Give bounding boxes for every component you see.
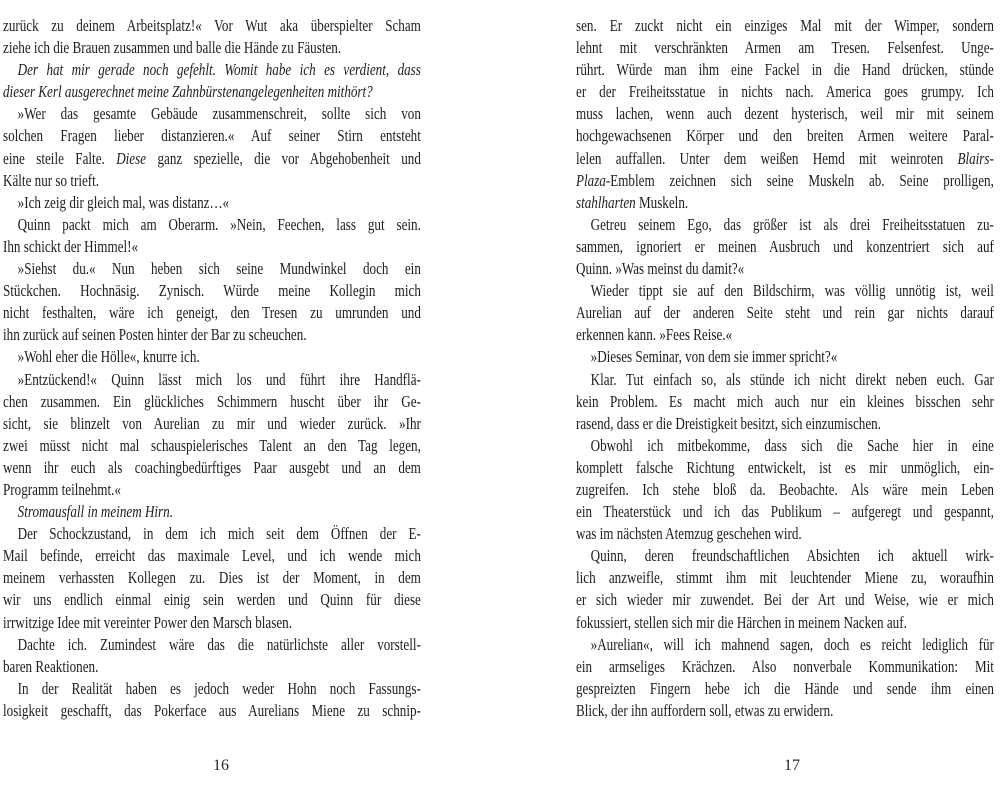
text-line (3, 700, 421, 722)
text-run: wenn ihr euch als coachingbedürftiges Paar ausgebt und an dem (3, 457, 421, 477)
text-line (3, 612, 421, 634)
text-line (3, 589, 421, 611)
text-line (3, 15, 421, 37)
text-run: Klar. Tut einfach so, als stünde ich nicht direkt neben euch. Gar (590, 369, 994, 389)
text-run: sen. Er zuckt nicht ein einziges Mal mit der Wimper, sondern (576, 16, 994, 35)
text-run: Blick, der ihn auffordern soll, etwas zu erwidern. (576, 700, 834, 720)
text-run: ganz spezielle, die vor Abgehobenheit und (146, 148, 421, 168)
page-number-right: 17 (784, 757, 800, 774)
text-line (576, 258, 994, 280)
text-line (3, 148, 421, 170)
text-run: Obwohl ich mitbekomme, dass sich die Sache hier in eine (590, 435, 994, 455)
text-line (3, 656, 421, 678)
text-run: Wieder tippt sie auf den Bildschirm, was völlig unnötig ist, weil (590, 281, 994, 301)
text-line (3, 125, 421, 147)
text-line (3, 81, 421, 103)
text-run: Kälte nur so trieft. (3, 170, 100, 190)
text-line (3, 324, 421, 346)
text-run: baren Reaktionen. (3, 656, 99, 676)
text-run: rasend, dass er die Dreistigkeit besitzt, sich einzumischen. (576, 413, 882, 433)
text-run: »Entzückend!« Quinn lässt mich los und führt ihre Handflä- (17, 369, 421, 389)
text-line (576, 170, 994, 192)
text-run: In der Realität haben es jedoch weder Hohn noch Fassungs- (17, 678, 421, 698)
text-run: Quinn. »Was meinst du damit?« (576, 259, 745, 279)
text-line (576, 589, 994, 611)
text-line (576, 192, 994, 214)
text-line (3, 391, 421, 413)
text-run: »Wohl eher die Hölle«, knurre ich. (17, 347, 200, 367)
text-line (576, 15, 994, 37)
text-run: zugreifen. Ich stehe bloß da. Beobachte. Als wäre mein Leben (576, 479, 994, 499)
page-left-text (3, 15, 421, 722)
text-line (3, 435, 421, 457)
text-run: losigkeit geschafft, das Pokerface aus Aurelians Miene zu schnip- (3, 700, 421, 720)
italic-text-run: Blairs- (957, 148, 994, 168)
text-line (576, 612, 994, 634)
text-run: muss lachen, wenn auch dezent hysterisch, weil mir mit seinem (576, 104, 994, 124)
text-run: sicht, sie blinzelt von Aurelian zu mir und wieder zurück. »Ihr (3, 413, 421, 433)
text-run: »Dieses Seminar, von dem sie immer spricht?« (590, 347, 838, 367)
text-line (3, 678, 421, 700)
text-run: -Emblem zeichnen sich seine Muskeln ab. Seine prolligen, (605, 170, 994, 190)
text-run: fokussiert, stellen sich mir die Härchen in meinem Nacken auf. (576, 612, 907, 632)
italic-text-run: Plaza (576, 170, 606, 190)
text-run: erkennen kann. »Fees Reise.« (576, 325, 733, 345)
page-number-left: 16 (213, 757, 229, 774)
text-line (576, 369, 994, 391)
text-line (3, 567, 421, 589)
text-run: »Wer das gesamte Gebäude zusammenschreit, sollte sich von (17, 104, 421, 124)
text-line (576, 700, 994, 722)
text-line (576, 324, 994, 346)
text-line (576, 678, 994, 700)
text-line (3, 192, 421, 214)
text-run: solchen Fragen lieber distanzieren.« Auf seiner Stirn entsteht (3, 126, 421, 146)
text-line (3, 346, 421, 368)
text-run: Muskeln. (635, 192, 689, 212)
text-line (576, 346, 994, 368)
page-right-text (576, 15, 994, 722)
text-run: Der Schockzustand, in dem ich mich seit dem Öffnen der E- (17, 524, 421, 544)
text-line (3, 37, 421, 59)
text-run: Quinn, deren freundschaftlichen Absichten ich aktuell wirk- (590, 546, 994, 566)
text-line (576, 37, 994, 59)
italic-text-run: Stromausfall in meinem Hirn. (17, 502, 173, 522)
text-line (576, 413, 994, 435)
text-run: lich anzweifle, stimmt ihm mit leuchtender Miene zu, woraufhin (576, 568, 994, 588)
text-run: »Aurelian«, will ich mahnend sagen, doch es reicht lediglich für (590, 634, 994, 654)
text-line (3, 457, 421, 479)
text-run: Stückchen. Hochnäsig. Zynisch. Würde meine Kollegin mich (3, 281, 421, 301)
text-run: was im nächsten Atemzug geschehen wird. (576, 524, 802, 544)
text-run: zurück zu deinem Arbeitsplatz!« Vor Wut aka überspielter Scham (3, 16, 421, 35)
text-run: irrwitzige Idee mit vereinter Power den Marsch blasen. (3, 612, 292, 632)
text-run: lehnt mit verschränkten Armen am Tresen. Felsenfest. Unge- (576, 38, 994, 58)
text-run: kein Problem. Es macht mich auch nur ein kleines bisschen sehr (576, 391, 994, 411)
text-line (576, 634, 994, 656)
text-line (576, 501, 994, 523)
text-run: gespreizten Fingern hebe ich die Hände und sende ihm einen (576, 678, 994, 698)
text-run: Ihn schickt der Himmel!« (3, 236, 139, 256)
text-line (576, 545, 994, 567)
text-line (3, 103, 421, 125)
text-line (576, 59, 994, 81)
text-line (3, 214, 421, 236)
text-run: eine steile Falte. (3, 148, 117, 168)
text-line (3, 170, 421, 192)
text-run: Aurelian auf der anderen Seite steht und rein gar nichts darauf (576, 303, 994, 323)
text-run: Programm teilnehmt.« (3, 479, 121, 499)
text-line (3, 501, 421, 523)
text-line (576, 435, 994, 457)
text-run: ihn zurück auf seinen Posten hinter der Bar zu scheuchen. (3, 325, 307, 345)
text-line (3, 258, 421, 280)
text-line (576, 214, 994, 236)
text-line (3, 59, 421, 81)
text-line (576, 391, 994, 413)
text-line (3, 280, 421, 302)
text-run: nicht festhalten, wäre ich geneigt, den Tresen zu umrunden und (3, 303, 421, 323)
text-run: er der Freiheitsstatue in nichts nach. America goes grumpy. Ich (576, 82, 994, 102)
text-line (576, 656, 994, 678)
text-line (3, 236, 421, 258)
text-run: chen zusammen. Ein glückliches Schimmern huscht über ihr Ge- (3, 391, 421, 411)
text-run: sammen, ignoriert er meinen Ausbruch und konzentriert sich auf (576, 236, 994, 256)
text-run: Getreu seinem Ego, das größer ist als drei Freiheitsstatuen zu- (590, 214, 994, 234)
text-line (576, 280, 994, 302)
text-run: Quinn packt mich am Oberarm. »Nein, Feechen, lass gut sein. (17, 214, 421, 234)
text-run: rührt. Würde man ihm eine Fackel in die Hand drücken, stünde (576, 60, 994, 80)
text-line (3, 302, 421, 324)
italic-text-run: stahlharten (576, 192, 636, 212)
text-line (3, 369, 421, 391)
text-line (576, 302, 994, 324)
text-line (576, 81, 994, 103)
text-line (3, 523, 421, 545)
italic-text-run: dieser Kerl ausgerechnet meine Zahnbürstenangelegenheiten mithört? (3, 82, 373, 102)
italic-text-run: Der hat mir gerade noch gefehlt. Womit habe ich es verdient, dass (17, 60, 421, 80)
text-line (576, 523, 994, 545)
italic-text-run: Diese (116, 148, 147, 168)
text-run: ziehe ich die Brauen zusammen und balle die Hände zu Fäusten. (3, 38, 342, 58)
text-run: »Ich zeig dir gleich mal, was distanz…« (17, 192, 230, 212)
text-line (3, 479, 421, 501)
text-run: »Siehst du.« Nun heben sich seine Mundwinkel doch ein (17, 259, 421, 279)
text-line (3, 413, 421, 435)
text-line (576, 479, 994, 501)
text-run: wir uns endlich einmal einig sein werden und Quinn für diese (3, 590, 421, 610)
text-run: komplett falsche Richtung entwickelt, ist es mir unmöglich, ein- (576, 457, 994, 477)
text-run: ein Theaterstück und ich das Publikum – aufgeregt und gespannt, (576, 502, 994, 522)
text-line (576, 103, 994, 125)
text-line (3, 634, 421, 656)
text-run: Dachte ich. Zumindest wäre das die natürlichste aller vorstell- (17, 634, 421, 654)
text-run: meinem verhassten Kollegen zu. Dies ist der Moment, in dem (3, 568, 421, 588)
text-line (576, 148, 994, 170)
text-line (576, 125, 994, 147)
text-run: hochgewachsenen Körper und den breiten Armen weitere Paral- (576, 126, 994, 146)
text-run: zwei müsst nicht mal schauspielerisches Talent an den Tag legen, (3, 435, 421, 455)
text-line (576, 567, 994, 589)
text-line (576, 457, 994, 479)
text-line (576, 236, 994, 258)
text-line (3, 545, 421, 567)
text-run: Mail befinde, erreicht das maximale Level, und ich wende mich (3, 546, 421, 566)
text-run: er sich wieder mir zuwendet. Bei der Art und Weise, wie er mich (576, 590, 994, 610)
text-run: lelen auffallen. Unter dem weißen Hemd mit weinroten (576, 148, 958, 168)
text-run: ein armseliges Krächzen. Also nonverbale Kommunikation: Mit (576, 656, 994, 676)
